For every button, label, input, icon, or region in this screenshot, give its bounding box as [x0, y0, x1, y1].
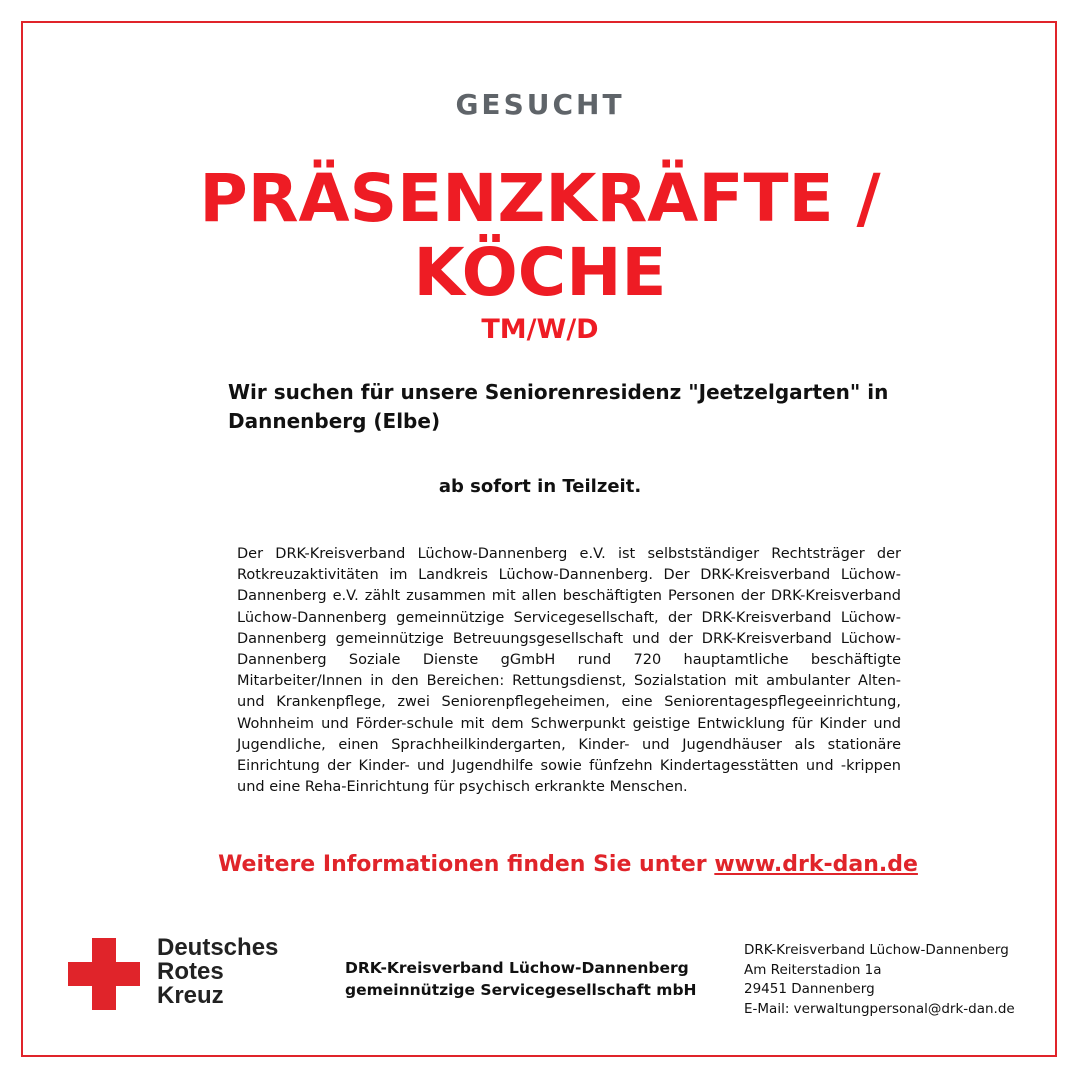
- logo-line1: Deutsches: [157, 934, 279, 961]
- drk-logo-text: [157, 936, 278, 1008]
- website-link[interactable]: www.drk-dan.de: [714, 852, 918, 877]
- job-title: [0, 162, 1080, 310]
- intro-paragraph: [228, 378, 928, 436]
- start-date: ab sofort in Teilzeit.: [438, 476, 642, 497]
- intro-line2: Dannenberg (Elbe): [228, 409, 441, 433]
- red-cross-icon: [68, 938, 140, 1010]
- logo-line3: Kreuz: [157, 982, 224, 1009]
- job-title-line2: KÖCHE: [413, 234, 667, 311]
- address-line1: DRK-Kreisverband Lüchow-Dannenberg: [744, 942, 1009, 958]
- contact-address: [744, 941, 1015, 1019]
- company-description: Der DRK-Kreisverband Lüchow-Dannenberg e.V. ist selbstständiger Rechtsträger der Rotkreuzaktivitäten im Landkreis Lüchow-Dannenberg. Der DRK-Kreisverband Lüchow-Dannenberg e.V. zählt zusammen mit allen beschäftigten Personen der DRK-Kreisverband Lüchow-Dannenberg gemeinnützige Servicegesellschaft, der DRK-Kreisverband Lüchow-Dannenberg gemeinnützige Betreuungsgesellschaft und der DRK-Kreisverband Lüchow-Dannenberg Soziale Dienste gGmbH rund 720 hauptamtliche beschäftigte Mitarbeiter/Innen in den Bereichen: Rettungsdienst, Sozialstation mit ambulanter Alten- und Krankenpflege, zwei Seniorenpflegeheimen, eine Seniorentagespflegeeinrichtung, Wohnheim und Förder-schule mit dem Schwerpunkt geistige Entwicklung für Kinder und Jugendliche, einen Sprachheilkindergarten, Kinder- und Jugendhäuser als stationäre Einrichtung der Kinder- und Jugendhilfe sowie fünfzehn Kindertagesstätten und -krippen und eine Reha-Einrichtung für psychisch erkrankte Menschen.: [237, 546, 901, 796]
- org-line2: gemeinnützige Servicegesellschaft mbH: [345, 981, 697, 999]
- kicker-heading: GESUCHT: [455, 88, 625, 121]
- intro-line1: Wir suchen für unsere Seniorenresidenz "Jeetzelgarten" in: [228, 380, 889, 404]
- address-line2: Am Reiterstadion 1a: [744, 961, 882, 978]
- organization-name: [345, 957, 697, 1001]
- gender-suffix: TM/W/D: [481, 314, 599, 345]
- more-info-text: Weitere Informationen finden Sie unter: [218, 852, 715, 877]
- org-line1: DRK-Kreisverband Lüchow-Dannenberg: [345, 959, 689, 977]
- more-info: [0, 852, 1080, 877]
- address-email: E-Mail: verwaltungpersonal@drk-dan.de: [744, 1000, 1015, 1017]
- job-title-line1: PRÄSENZKRÄFTE /: [199, 160, 881, 237]
- logo-line2: Rotes: [157, 958, 224, 985]
- address-line3: 29451 Dannenberg: [744, 981, 875, 997]
